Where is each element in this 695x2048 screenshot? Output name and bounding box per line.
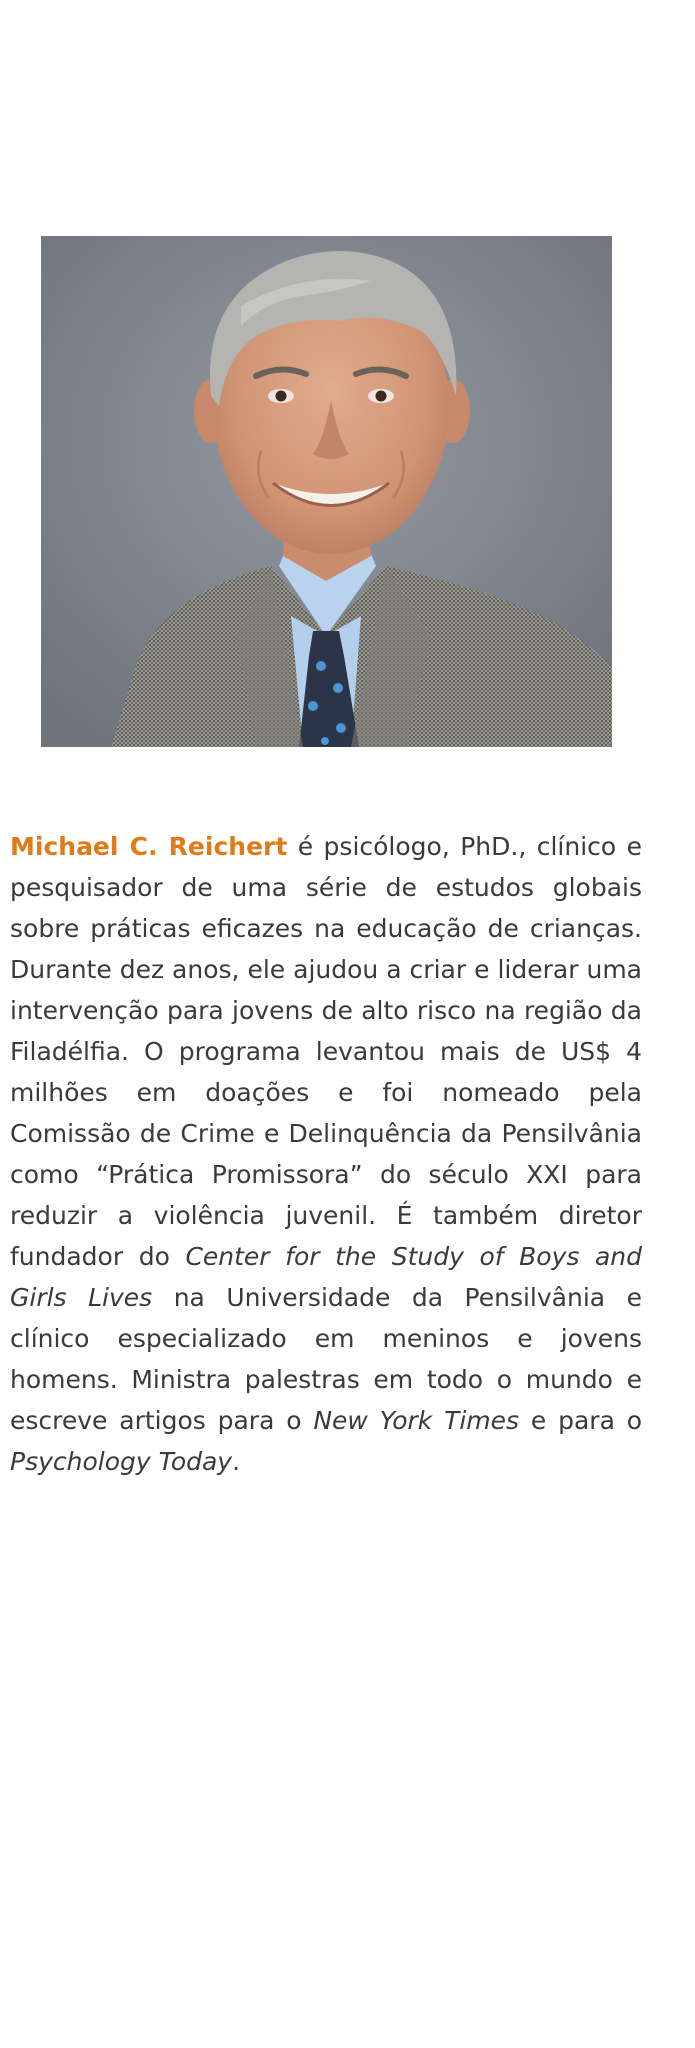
- tie-dot: [321, 737, 329, 745]
- tie-dot: [336, 723, 346, 733]
- tie-dot: [316, 661, 326, 671]
- right-pupil: [376, 391, 387, 402]
- bio-text-2: na Universidade da Pensilvânia e clínico especializado em meninos e jovens homens. Ministra palestras em todo o mundo e escreve artigos para o: [10, 1283, 642, 1435]
- portrait-photo-icon: [41, 236, 612, 747]
- author-photo: [41, 236, 612, 747]
- nyt-name: New York Times: [313, 1406, 520, 1435]
- psych-name: Psychology Today: [10, 1447, 233, 1476]
- center-name: Center for the Study of Boys and Girls Lives: [10, 1242, 642, 1312]
- author-name: Michael C. Reichert: [10, 832, 288, 861]
- tie-dot: [308, 701, 318, 711]
- bio-text-4: .: [232, 1447, 241, 1476]
- tie-dot: [333, 683, 343, 693]
- left-pupil: [276, 391, 287, 402]
- bio-text-3: e para o: [519, 1406, 643, 1435]
- author-bio: [10, 826, 642, 1482]
- bio-text-1: é psicólogo, PhD., clínico e pesquisador de uma série de estudos globais sobre práticas eficazes na educação de crianças. Durante dez anos, ele ajudou a criar e liderar uma intervenção para jovens de alto risco na região da Filadélfia. O programa levantou mais de US$ 4 milhões em doações e foi nomeado pela Comissão de Crime e Delinquência da Pensilvânia como “Prática Promissora” do século XXI para reduzir a violência juvenil. É também diretor fundador do: [10, 832, 642, 1271]
